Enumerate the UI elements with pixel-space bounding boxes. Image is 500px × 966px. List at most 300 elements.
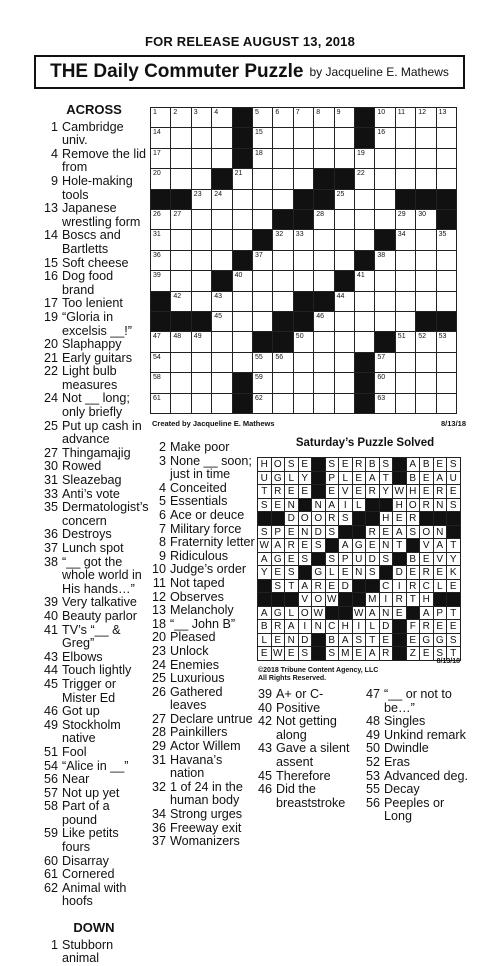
grid-cell[interactable] <box>293 107 314 128</box>
grid-cell[interactable] <box>150 148 171 169</box>
grid-cell[interactable] <box>272 107 293 128</box>
grid-cell[interactable] <box>354 148 375 169</box>
solution-letter: S <box>446 498 461 513</box>
solution-letter: N <box>311 619 326 634</box>
solution-letter: L <box>284 471 299 486</box>
grid-cell[interactable] <box>170 229 191 250</box>
grid-cell[interactable] <box>293 148 314 169</box>
clue-number: 62 <box>43 880 58 895</box>
clue <box>148 659 258 673</box>
solution-letter: A <box>338 633 353 648</box>
cell-number: 1 <box>153 109 157 116</box>
solution-black-square <box>419 511 434 526</box>
solution-letter: W <box>352 606 367 621</box>
grid-cell[interactable] <box>395 168 416 189</box>
grid-cell[interactable] <box>436 229 457 250</box>
solution-letter: Y <box>379 484 394 499</box>
grid-cell[interactable] <box>272 189 293 210</box>
grid-cell[interactable] <box>395 352 416 373</box>
black-square <box>150 311 171 332</box>
clue <box>148 672 258 686</box>
grid-cell[interactable] <box>170 270 191 291</box>
grid-cell[interactable] <box>170 393 191 414</box>
grid-cell[interactable] <box>211 189 232 210</box>
grid-cell[interactable] <box>252 372 273 393</box>
grid-cell[interactable] <box>354 209 375 230</box>
clue <box>148 563 258 577</box>
copyright <box>258 667 378 683</box>
grid-cell[interactable] <box>436 250 457 271</box>
grid-cell[interactable] <box>272 168 293 189</box>
grid-cell[interactable] <box>395 331 416 352</box>
grid-cell[interactable] <box>313 107 334 128</box>
grid-cell[interactable] <box>395 148 416 169</box>
grid-cell[interactable] <box>170 209 191 230</box>
clue <box>40 229 148 256</box>
solution-letter: N <box>379 606 394 621</box>
grid-cell[interactable] <box>354 189 375 210</box>
clue <box>40 270 148 297</box>
grid-cell[interactable] <box>415 372 436 393</box>
grid-cell[interactable] <box>334 189 355 210</box>
grid-cell[interactable] <box>374 209 395 230</box>
clue-number: 7 <box>158 521 166 536</box>
clue-number: 40 <box>257 700 272 715</box>
grid-cell[interactable] <box>232 311 253 332</box>
solution-letter: O <box>311 592 326 607</box>
clue-number: 16 <box>43 269 58 284</box>
grid-cell[interactable] <box>415 209 436 230</box>
grid-cell[interactable] <box>252 189 273 210</box>
solution-black-square <box>379 498 394 513</box>
clue-number: 44 <box>43 663 58 678</box>
grid-cell[interactable] <box>436 270 457 291</box>
grid-cell[interactable] <box>374 393 395 414</box>
grid-cell[interactable] <box>334 331 355 352</box>
solution-black-square <box>311 484 326 499</box>
grid-cell[interactable] <box>313 311 334 332</box>
grid-cell[interactable] <box>415 148 436 169</box>
grid-cell[interactable] <box>313 352 334 373</box>
grid-cell[interactable] <box>211 127 232 148</box>
clue-text: Part of a pound <box>62 799 110 827</box>
grid-cell[interactable] <box>232 291 253 312</box>
cell-number: 17 <box>153 149 161 157</box>
clue-text: Essentials <box>170 494 228 509</box>
grid-cell[interactable] <box>211 107 232 128</box>
grid-cell[interactable] <box>395 107 416 128</box>
grid-cell[interactable] <box>334 250 355 271</box>
grid-cell[interactable] <box>211 393 232 414</box>
grid-cell[interactable] <box>170 148 191 169</box>
solution-letter: R <box>325 511 340 526</box>
grid-cell[interactable] <box>211 229 232 250</box>
grid-cell[interactable] <box>150 393 171 414</box>
grid-cell[interactable] <box>334 148 355 169</box>
grid-cell[interactable] <box>313 250 334 271</box>
grid-cell[interactable] <box>272 229 293 250</box>
solution-black-square <box>311 457 326 472</box>
grid-cell[interactable] <box>415 168 436 189</box>
grid-cell[interactable] <box>191 270 212 291</box>
clue-text: 1 of 24 in the human body <box>170 779 243 808</box>
grid-cell[interactable] <box>415 291 436 312</box>
grid-cell[interactable] <box>252 107 273 128</box>
grid-cell[interactable] <box>436 127 457 148</box>
grid-cell[interactable] <box>354 168 375 189</box>
grid-cell[interactable] <box>252 209 273 230</box>
grid-cell[interactable] <box>252 311 273 332</box>
clue-text: Not up yet <box>62 785 120 800</box>
clue-text: Pleased <box>170 630 216 645</box>
grid-cell[interactable] <box>150 331 171 352</box>
grid-cell[interactable] <box>272 372 293 393</box>
clue-text: Eras <box>384 754 410 769</box>
grid-cell[interactable] <box>354 291 375 312</box>
clue-text: Put up cash in advance <box>62 418 142 447</box>
clue-number: 50 <box>365 741 380 756</box>
grid-cell[interactable] <box>232 229 253 250</box>
clue-number: 37 <box>43 541 58 555</box>
grid-cell[interactable] <box>374 291 395 312</box>
solution-letter: Y <box>298 471 313 486</box>
grid-cell[interactable] <box>395 250 416 271</box>
solution-letter: B <box>419 457 434 472</box>
clue-text: Rowed <box>62 459 102 474</box>
clue <box>148 713 258 727</box>
grid-cell[interactable] <box>293 331 314 352</box>
grid-cell[interactable] <box>395 291 416 312</box>
grid-cell[interactable] <box>415 229 436 250</box>
clue-number: 39 <box>43 595 58 610</box>
clue-text: Decay <box>384 782 420 797</box>
solution-letter: S <box>446 457 461 472</box>
grid-cell[interactable] <box>150 372 171 393</box>
grid-cell[interactable] <box>436 372 457 393</box>
grid-cell[interactable] <box>252 270 273 291</box>
clue-number: 39 <box>257 687 272 701</box>
cell-number: 21 <box>234 170 243 178</box>
grid-cell[interactable] <box>170 250 191 271</box>
grid-cell[interactable] <box>150 168 171 189</box>
grid-cell[interactable] <box>374 127 395 148</box>
grid-cell[interactable] <box>272 250 293 271</box>
clue-text: Military force <box>170 521 242 536</box>
grid-cell[interactable] <box>252 148 273 169</box>
solution-letter: M <box>338 646 353 661</box>
grid-cell[interactable] <box>436 331 457 352</box>
clue <box>40 420 148 447</box>
grid-cell[interactable] <box>334 393 355 414</box>
grid-cell[interactable] <box>313 270 334 291</box>
cell-number: 29 <box>397 211 406 218</box>
grid-cell[interactable] <box>436 168 457 189</box>
solution-letter: A <box>419 606 434 621</box>
grid-cell[interactable] <box>191 107 212 128</box>
clue-number: 9 <box>158 548 166 563</box>
solution-black-square <box>325 538 340 553</box>
grid-cell[interactable] <box>191 250 212 271</box>
clue-number: 20 <box>43 337 58 352</box>
grid-cell[interactable] <box>150 229 171 250</box>
cell-number: 10 <box>377 109 386 116</box>
grid-cell[interactable] <box>374 352 395 373</box>
solution-letter: G <box>271 552 286 567</box>
cell-number: 20 <box>153 170 161 178</box>
grid-cell[interactable] <box>150 250 171 271</box>
grid-cell[interactable] <box>313 393 334 414</box>
grid-cell[interactable] <box>252 352 273 373</box>
solution-letter: W <box>257 538 272 553</box>
grid-cell[interactable] <box>272 291 293 312</box>
clue-text: Strong urges <box>170 807 243 822</box>
grid-cell[interactable] <box>374 250 395 271</box>
solution-black-square <box>365 579 380 594</box>
grid-cell[interactable] <box>191 372 212 393</box>
solution-letter: G <box>271 471 286 486</box>
grid-cell[interactable] <box>334 291 355 312</box>
grid-cell[interactable] <box>395 270 416 291</box>
grid-cell[interactable] <box>436 148 457 169</box>
grid-cell[interactable] <box>150 107 171 128</box>
grid-cell[interactable] <box>354 229 375 250</box>
grid-cell[interactable] <box>232 168 253 189</box>
grid-cell[interactable] <box>211 250 232 271</box>
solution-letter: T <box>392 538 407 553</box>
grid-cell[interactable] <box>211 352 232 373</box>
grid-cell[interactable] <box>191 168 212 189</box>
solution-letter: E <box>284 552 299 567</box>
grid-cell[interactable] <box>191 148 212 169</box>
clue <box>254 742 366 769</box>
grid-cell[interactable] <box>395 311 416 332</box>
clue <box>148 808 258 822</box>
black-square <box>293 189 314 210</box>
grid-cell[interactable] <box>436 352 457 373</box>
grid-cell[interactable] <box>354 270 375 291</box>
grid-cell[interactable] <box>436 393 457 414</box>
black-square <box>293 291 314 312</box>
grid-cell[interactable] <box>252 127 273 148</box>
grid-cell[interactable] <box>232 270 253 291</box>
solution-letter: S <box>257 498 272 513</box>
grid-cell[interactable] <box>374 311 395 332</box>
grid-cell[interactable] <box>415 250 436 271</box>
grid-cell[interactable] <box>313 372 334 393</box>
grid-cell[interactable] <box>293 352 314 373</box>
black-square <box>313 291 334 312</box>
grid-cell[interactable] <box>313 209 334 230</box>
grid-cell[interactable] <box>211 331 232 352</box>
grid-cell[interactable] <box>395 127 416 148</box>
solution-letter: A <box>406 457 421 472</box>
clue-text: Lunch spot <box>62 541 124 555</box>
clue <box>40 827 148 854</box>
grid-cell[interactable] <box>170 372 191 393</box>
solution-black-square <box>352 579 367 594</box>
solution-black-square <box>338 592 353 607</box>
clue-text: Animal with hoofs <box>62 880 127 909</box>
grid-cell[interactable] <box>232 331 253 352</box>
grid-cell[interactable] <box>374 168 395 189</box>
grid-cell[interactable] <box>415 107 436 128</box>
grid-cell[interactable] <box>293 270 314 291</box>
cell-number: 9 <box>336 109 341 116</box>
grid-cell[interactable] <box>252 393 273 414</box>
grid-cell[interactable] <box>191 291 212 312</box>
grid-cell[interactable] <box>191 352 212 373</box>
grid-cell[interactable] <box>272 148 293 169</box>
grid-cell[interactable] <box>395 209 416 230</box>
grid-cell[interactable] <box>293 393 314 414</box>
solution-letter: C <box>419 579 434 594</box>
solution-letter: E <box>298 484 313 499</box>
grid-cell[interactable] <box>211 311 232 332</box>
grid-cell[interactable] <box>374 107 395 128</box>
grid-cell[interactable] <box>415 127 436 148</box>
solution-black-square <box>311 552 326 567</box>
grid-cell[interactable] <box>334 127 355 148</box>
solution-letter: H <box>406 484 421 499</box>
grid-cell[interactable] <box>191 209 212 230</box>
grid-cell[interactable] <box>313 331 334 352</box>
solution-letter: B <box>257 619 272 634</box>
solution-letter: Y <box>257 565 272 580</box>
grid-cell[interactable] <box>191 189 212 210</box>
grid-cell[interactable] <box>150 209 171 230</box>
grid-cell[interactable] <box>211 291 232 312</box>
solution-letter: N <box>352 565 367 580</box>
solution-letter: N <box>311 498 326 513</box>
grid-cell[interactable] <box>272 127 293 148</box>
clue <box>254 702 366 716</box>
solution-letter: D <box>392 565 407 580</box>
clue-text: Havana’s nation <box>170 752 223 781</box>
grid-cell[interactable] <box>170 352 191 373</box>
grid-cell[interactable] <box>334 372 355 393</box>
grid-cell[interactable] <box>334 352 355 373</box>
grid-cell[interactable] <box>170 168 191 189</box>
grid-cell[interactable] <box>170 107 191 128</box>
grid-cell[interactable] <box>334 229 355 250</box>
cell-number: 56 <box>275 353 284 361</box>
grid-cell[interactable] <box>313 127 334 148</box>
cell-number: 63 <box>377 394 386 402</box>
solution-letter: B <box>365 457 380 472</box>
grid-cell[interactable] <box>334 107 355 128</box>
grid-cell[interactable] <box>436 291 457 312</box>
clue-text: Declare untrue <box>170 711 253 726</box>
grid-cell[interactable] <box>374 148 395 169</box>
grid-cell[interactable] <box>395 393 416 414</box>
grid-cell[interactable] <box>191 331 212 352</box>
grid-cell[interactable] <box>191 127 212 148</box>
clue <box>148 631 258 645</box>
grid-cell[interactable] <box>415 393 436 414</box>
grid-cell[interactable] <box>252 291 273 312</box>
solution-letter: I <box>352 619 367 634</box>
grid-cell[interactable] <box>272 270 293 291</box>
grid-cell[interactable] <box>150 270 171 291</box>
cell-number: 39 <box>153 272 161 280</box>
grid-cell[interactable] <box>150 352 171 373</box>
grid-cell[interactable] <box>272 393 293 414</box>
grid-cell[interactable] <box>334 311 355 332</box>
grid-cell[interactable] <box>293 229 314 250</box>
clue <box>362 742 474 756</box>
grid-cell[interactable] <box>436 107 457 128</box>
solution-black-square <box>271 592 286 607</box>
grid-cell[interactable] <box>293 127 314 148</box>
grid-cell[interactable] <box>211 148 232 169</box>
grid-cell[interactable] <box>354 331 375 352</box>
grid-cell[interactable] <box>415 331 436 352</box>
grid-cell[interactable] <box>150 127 171 148</box>
grid-cell[interactable] <box>313 229 334 250</box>
clue-text: Fool <box>62 744 87 759</box>
grid-cell[interactable] <box>374 372 395 393</box>
clue <box>40 651 148 665</box>
black-square <box>293 311 314 332</box>
cell-number: 31 <box>153 231 161 239</box>
solution-letter: L <box>352 498 367 513</box>
grid-cell[interactable] <box>293 250 314 271</box>
grid-cell[interactable] <box>374 270 395 291</box>
cell-number: 61 <box>153 394 161 402</box>
grid-cell[interactable] <box>354 311 375 332</box>
grid-cell[interactable] <box>334 209 355 230</box>
grid-cell[interactable] <box>415 270 436 291</box>
grid-cell[interactable] <box>395 372 416 393</box>
grid-cell[interactable] <box>170 127 191 148</box>
clue-text: Touch lightly <box>62 663 132 678</box>
grid-cell[interactable] <box>293 372 314 393</box>
grid-cell[interactable] <box>313 148 334 169</box>
solution-letter: H <box>338 619 353 634</box>
cell-number: 35 <box>438 231 447 239</box>
grid-cell[interactable] <box>293 168 314 189</box>
grid-cell[interactable] <box>232 352 253 373</box>
grid-cell[interactable] <box>252 168 273 189</box>
black-square <box>232 372 253 393</box>
clue <box>148 482 258 496</box>
solution-letter: R <box>419 565 434 580</box>
solution-letter: N <box>433 498 448 513</box>
clue-number: 5 <box>158 494 166 509</box>
grid-cell[interactable] <box>272 352 293 373</box>
grid-cell[interactable] <box>395 229 416 250</box>
solution-letter: V <box>298 592 313 607</box>
grid-cell[interactable] <box>211 372 232 393</box>
grid-cell[interactable] <box>232 209 253 230</box>
clue <box>40 542 148 556</box>
grid-cell[interactable] <box>170 331 191 352</box>
down-heading: DOWN <box>73 920 115 936</box>
solution-black-square <box>338 525 353 540</box>
solution-letter: I <box>338 498 353 513</box>
clue-number: 4 <box>158 480 166 495</box>
grid-cell[interactable] <box>232 189 253 210</box>
grid-cell[interactable] <box>170 291 191 312</box>
grid-cell[interactable] <box>211 209 232 230</box>
grid-cell[interactable] <box>415 352 436 373</box>
grid-cell[interactable] <box>191 393 212 414</box>
grid-cell[interactable] <box>374 189 395 210</box>
grid-cell[interactable] <box>252 250 273 271</box>
solution-letter: H <box>379 511 394 526</box>
grid-cell[interactable] <box>191 229 212 250</box>
clue-number: 26 <box>151 684 166 699</box>
